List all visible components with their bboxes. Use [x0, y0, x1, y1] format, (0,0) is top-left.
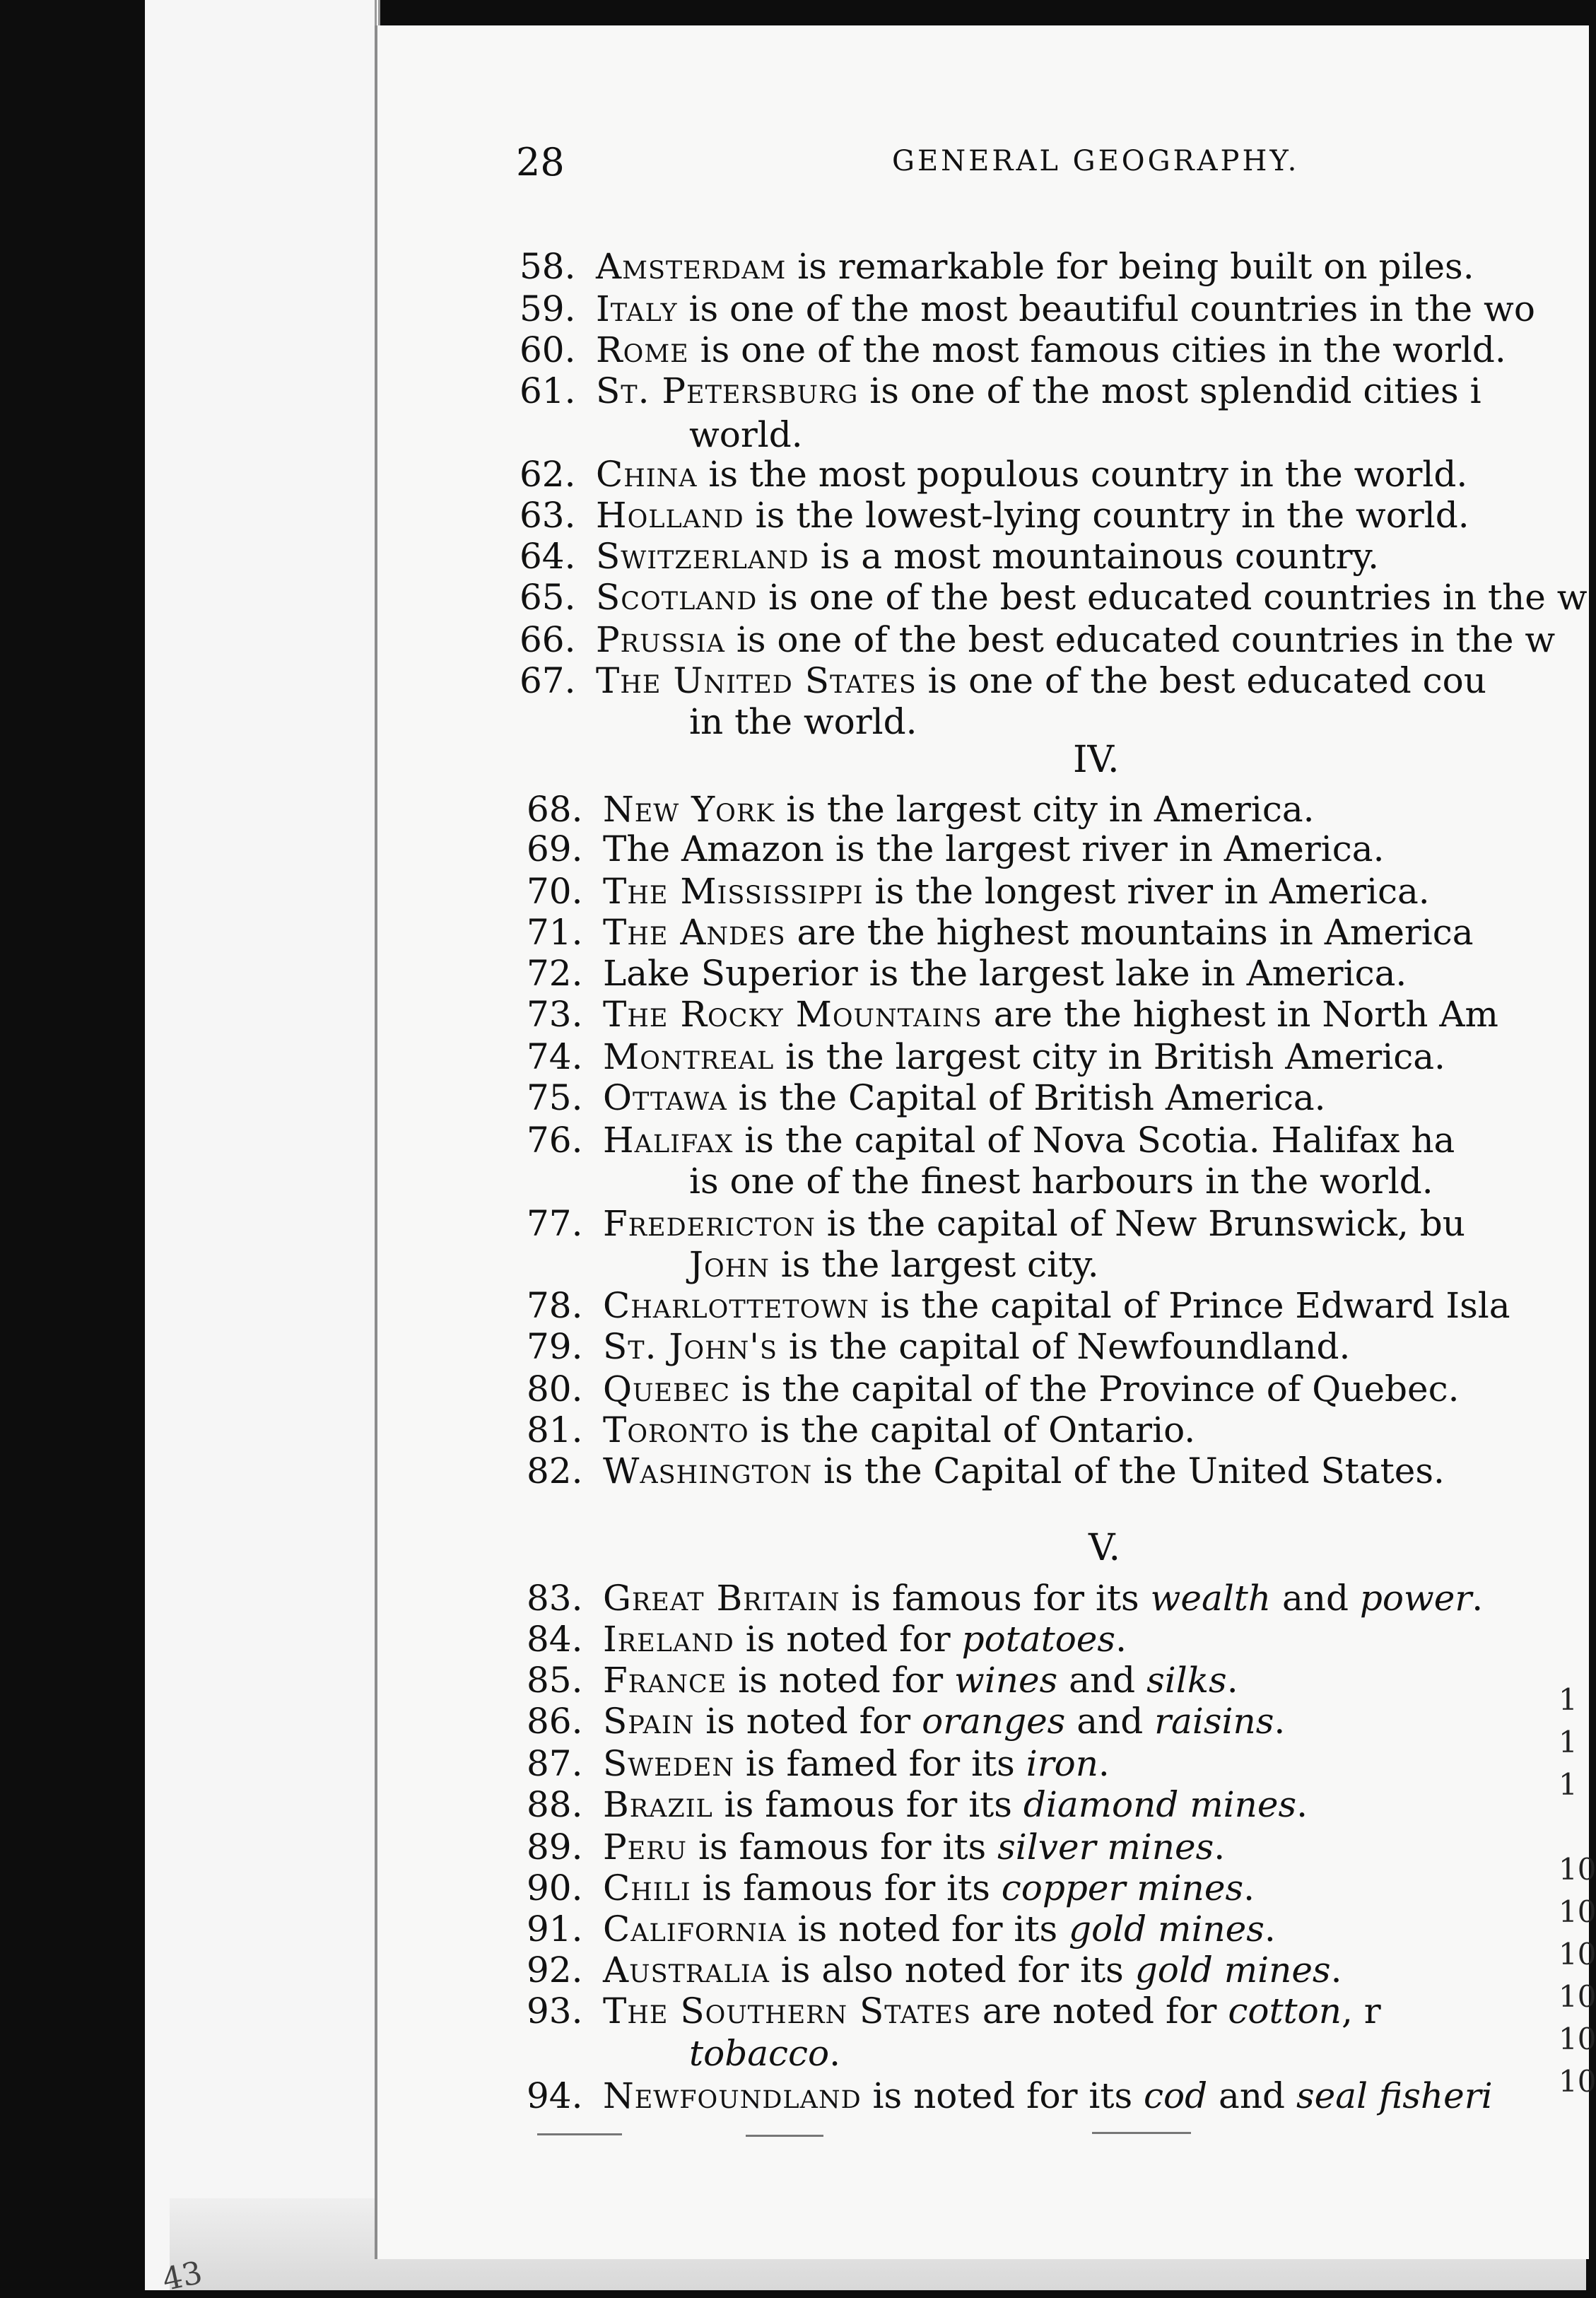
entry-text: is famous for its diamond mines. — [712, 1784, 1308, 1825]
entry-text: is the capital of Nova Scotia. Halifax ha — [733, 1120, 1455, 1161]
entry-line — [520, 660, 1486, 701]
entry-number: 73. — [527, 994, 583, 1035]
entry-number: 71. — [527, 912, 583, 953]
entry-number: 90. — [527, 1868, 583, 1909]
next-page-bleed-mark: 10 — [1559, 2022, 1596, 2056]
entry-place-name: Quebec — [603, 1368, 731, 1409]
entry-place-name: Peru — [603, 1827, 688, 1868]
entry-place-name: Ottawa — [603, 1077, 727, 1118]
entry-text: is the largest city. — [769, 1244, 1099, 1285]
entry-number: 63. — [520, 495, 576, 536]
entry-continuation-line — [689, 414, 803, 455]
entry-line — [520, 536, 1380, 577]
entry-place-name: Toronto — [603, 1409, 749, 1450]
entry-place-name: California — [603, 1909, 787, 1950]
entry-text: is one of the most famous cities in the world. — [688, 329, 1506, 370]
entry-number: 60. — [520, 329, 576, 370]
entry-number: 64. — [520, 536, 576, 577]
entry-text: is famous for its copper mines. — [691, 1868, 1255, 1909]
entry-line — [527, 1991, 1381, 2032]
entry-number: 67. — [520, 660, 576, 701]
entry-line — [520, 577, 1588, 618]
entry-place-name: Ireland — [603, 1619, 734, 1660]
entry-number: 85. — [527, 1660, 583, 1701]
entry-line — [520, 370, 1481, 411]
entry-place-name: John — [689, 1244, 770, 1285]
entry-text: are the highest in North Am — [982, 994, 1498, 1035]
entry-text: Lake Superior is the largest lake in America. — [603, 953, 1407, 994]
entry-place-name: Holland — [596, 495, 744, 536]
entry-text: is the capital of New Brunswick, bu — [815, 1203, 1465, 1244]
entry-line — [527, 1909, 1276, 1950]
entry-place-name: Spain — [603, 1701, 695, 1742]
entry-number: 79. — [527, 1326, 583, 1367]
entry-line — [527, 1619, 1127, 1660]
entry-place-name: Montreal — [603, 1036, 775, 1077]
entry-number: 78. — [527, 1285, 583, 1326]
entry-text: is the capital of the Province of Quebec. — [730, 1368, 1460, 1409]
entry-place-name: The United States — [596, 660, 917, 701]
entry-line — [527, 953, 1407, 994]
entry-place-name: China — [596, 454, 698, 495]
entry-number: 88. — [527, 1784, 583, 1825]
entry-place-name: St. John's — [603, 1326, 778, 1367]
entry-place-name: Fredericton — [603, 1203, 816, 1244]
next-page-bleed-mark: 1 — [1559, 1725, 1578, 1759]
entry-place-name: Prussia — [596, 619, 725, 660]
running-title: GENERAL GEOGRAPHY. — [892, 145, 1300, 177]
entry-place-name: New York — [603, 789, 775, 830]
entry-text: is the most populous country in the world. — [697, 454, 1468, 495]
entry-line — [527, 912, 1474, 953]
entry-number: 58. — [520, 246, 576, 287]
entry-line — [527, 2075, 1493, 2116]
section-heading-v: V. — [1089, 1527, 1120, 1569]
entry-text: is famous for its silver mines. — [687, 1827, 1226, 1868]
entry-number: 61. — [520, 370, 576, 411]
entry-place-name: Amsterdam — [596, 246, 787, 287]
entry-number: 83. — [527, 1578, 583, 1619]
entry-number: 94. — [527, 2075, 583, 2116]
entry-line — [527, 1743, 1110, 1784]
entry-place-name: The Mississippi — [603, 871, 864, 912]
next-page-bleed-mark: 10 — [1559, 1979, 1596, 2014]
entry-number: 74. — [527, 1036, 583, 1077]
entry-number: 81. — [527, 1409, 583, 1450]
entry-number: 89. — [527, 1827, 583, 1868]
entry-line — [520, 288, 1535, 329]
entry-number: 80. — [527, 1368, 583, 1409]
entry-text: is noted for wines and silks. — [727, 1660, 1238, 1701]
entry-place-name: Newfoundland — [603, 2075, 862, 2116]
entry-text: is the largest city in America. — [775, 789, 1315, 830]
entry-line — [520, 454, 1468, 495]
entry-line — [520, 495, 1469, 536]
entry-number: 76. — [527, 1120, 583, 1161]
next-page-bleed-mark: 10 — [1559, 2064, 1596, 2099]
entry-text: is the lowest-lying country in the world. — [744, 495, 1469, 536]
entry-text: is the capital of Newfoundland. — [778, 1326, 1351, 1367]
entry-place-name: Scotland — [596, 577, 758, 618]
entry-text: is the longest river in America. — [863, 871, 1430, 912]
entry-number: 62. — [520, 454, 576, 495]
entry-text: is remarkable for being built on piles. — [786, 246, 1474, 287]
entry-line — [520, 329, 1506, 370]
entry-line — [527, 1578, 1484, 1619]
entry-continuation-line — [689, 1161, 1433, 1202]
entry-place-name: Charlottetown — [603, 1285, 869, 1326]
entry-text: is famous for its wealth and power. — [840, 1578, 1484, 1619]
entry-place-name: Australia — [603, 1950, 770, 1991]
entry-text: in the world. — [689, 701, 917, 742]
entry-place-name: Great Britain — [603, 1578, 840, 1619]
entry-text: is the capital of Prince Edward Isla — [869, 1285, 1510, 1326]
footer-rule — [1092, 2132, 1191, 2134]
entry-line — [527, 1784, 1308, 1825]
entry-text: are noted for cotton, r — [970, 1991, 1381, 2032]
entry-text: is noted for its cod and seal fisheri — [861, 2075, 1493, 2116]
entry-continuation-line — [689, 2033, 841, 2074]
entry-text: is the largest city in British America. — [774, 1036, 1445, 1077]
entry-continuation-line — [689, 701, 917, 742]
entry-place-name: Washington — [603, 1450, 813, 1491]
entry-number: 72. — [527, 953, 583, 994]
entry-text: is a most mountainous country. — [809, 536, 1380, 577]
entry-line — [527, 789, 1315, 830]
entry-text: is one of the most splendid cities i — [858, 370, 1481, 411]
next-page-bleed-mark: 1 — [1559, 1682, 1578, 1717]
entry-line — [527, 1203, 1465, 1244]
entry-place-name: France — [603, 1660, 727, 1701]
entry-number: 91. — [527, 1909, 583, 1950]
next-page-bleed-mark: 1 — [1559, 1767, 1578, 1802]
entry-text: is the capital of Ontario. — [749, 1409, 1196, 1450]
entry-line — [527, 1036, 1445, 1077]
entry-text: is also noted for its gold mines. — [769, 1950, 1342, 1991]
entry-text: is one of the finest harbours in the world. — [689, 1161, 1433, 1202]
entry-text: is one of the most beautiful countries in the wo — [677, 288, 1535, 329]
entry-place-name: The Rocky Mountains — [603, 994, 982, 1035]
entry-place-name: Switzerland — [596, 536, 809, 577]
entry-number: 82. — [527, 1450, 583, 1491]
entry-line — [527, 1120, 1455, 1161]
entry-line — [527, 1368, 1460, 1409]
entry-line — [527, 1660, 1238, 1701]
entry-number: 93. — [527, 1991, 583, 2032]
entry-line — [527, 1285, 1510, 1326]
entry-text: is one of the best educated countries in the w — [724, 619, 1556, 660]
entry-line — [527, 1450, 1445, 1491]
entry-number: 59. — [520, 288, 576, 329]
entry-number: 86. — [527, 1701, 583, 1742]
entry-line — [527, 994, 1498, 1035]
entry-line — [527, 1409, 1196, 1450]
entry-number: 77. — [527, 1203, 583, 1244]
entry-text: is one of the best educated countries in the w — [757, 577, 1588, 618]
next-page-bleed-mark: 10 — [1559, 1937, 1596, 1971]
entry-line — [527, 1077, 1326, 1118]
entry-place-name: The Southern States — [603, 1991, 971, 2032]
entry-place-name: Italy — [596, 288, 678, 329]
entry-text: is noted for potatoes. — [734, 1619, 1127, 1660]
entry-line — [527, 828, 1385, 869]
entry-text: is the Capital of British America. — [727, 1077, 1326, 1118]
entry-line — [527, 1326, 1351, 1367]
entry-line — [527, 871, 1430, 912]
entry-continuation-line — [689, 1244, 1099, 1285]
entry-text: is famed for its iron. — [734, 1743, 1110, 1784]
entry-place-name: The Andes — [603, 912, 786, 953]
entry-place-name: Brazil — [603, 1784, 713, 1825]
entry-text: is noted for oranges and raisins. — [694, 1701, 1286, 1742]
entry-place-name: Chili — [603, 1868, 691, 1909]
corner-scrawl: 43 — [159, 2254, 206, 2298]
entry-text: is one of the best educated cou — [916, 660, 1486, 701]
entry-line — [527, 1868, 1255, 1909]
entry-number: 75. — [527, 1077, 583, 1118]
entry-number: 65. — [520, 577, 576, 618]
page-number: 28 — [516, 140, 565, 184]
next-page-bleed-mark: 10 — [1559, 1852, 1596, 1887]
entry-number: 87. — [527, 1743, 583, 1784]
entry-place-name: St. Petersburg — [596, 370, 859, 411]
entry-text: is noted for its gold mines. — [786, 1909, 1276, 1950]
footer-rule — [537, 2133, 622, 2135]
entry-text: world. — [689, 414, 803, 455]
entry-text: are the highest mountains in America — [785, 912, 1474, 953]
entry-number: 84. — [527, 1619, 583, 1660]
entry-line — [527, 1827, 1226, 1868]
entry-line — [520, 246, 1474, 287]
entry-text: is the Capital of the United States. — [812, 1450, 1445, 1491]
next-page-bleed-mark: 10 — [1559, 1894, 1596, 1929]
entry-number: 92. — [527, 1950, 583, 1991]
entry-place-name: Halifax — [603, 1120, 734, 1161]
entry-number: 68. — [527, 789, 583, 830]
entry-text: The Amazon is the largest river in America. — [603, 828, 1385, 869]
entry-line — [527, 1950, 1342, 1991]
entry-text: tobacco. — [689, 2033, 841, 2074]
entry-line — [520, 619, 1556, 660]
entry-number: 70. — [527, 871, 583, 912]
footer-rule — [746, 2135, 823, 2137]
entry-number: 69. — [527, 828, 583, 869]
entry-line — [527, 1701, 1286, 1742]
entry-place-name: Rome — [596, 329, 689, 370]
entry-place-name: Sweden — [603, 1743, 735, 1784]
section-heading-iv: IV. — [1073, 739, 1120, 781]
entry-number: 66. — [520, 619, 576, 660]
